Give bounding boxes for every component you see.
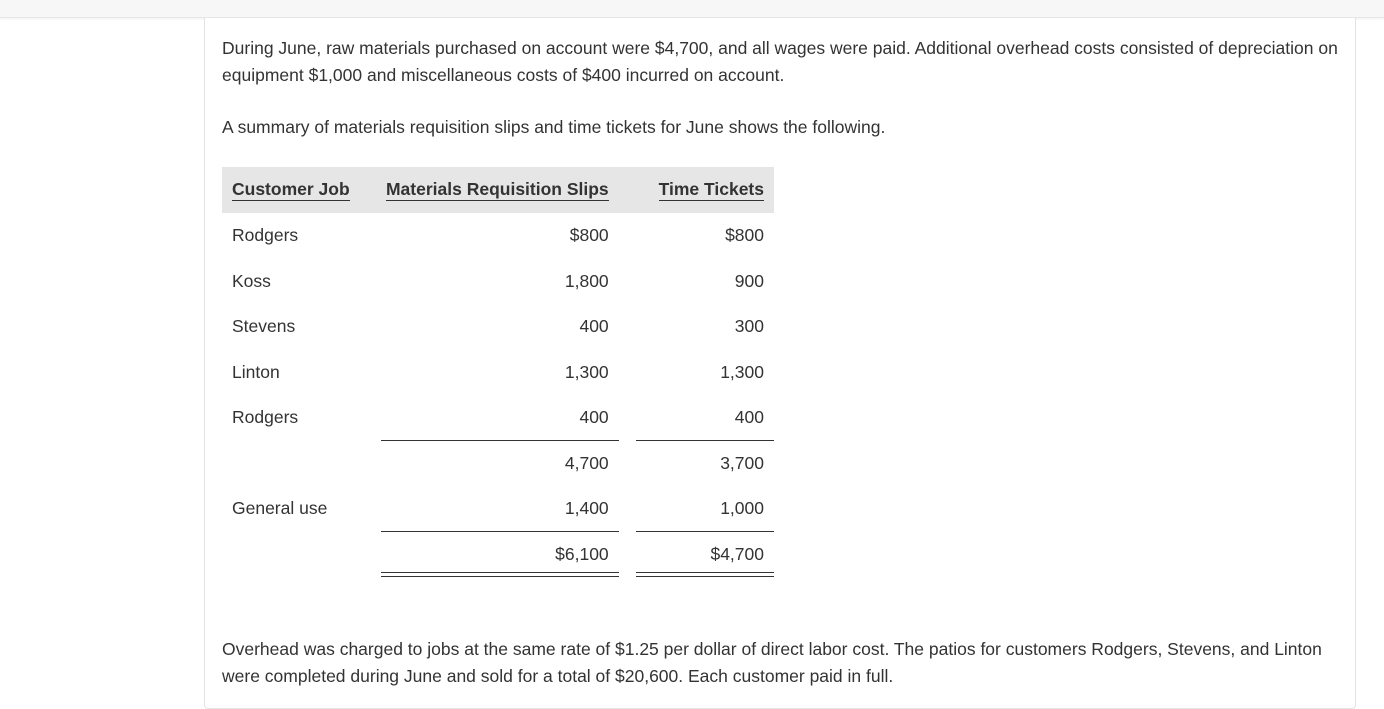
intro-paragraph: During June, raw materials purchased on account were $4,700, and all wages were paid. Additional overhead costs consisted of depreciation on equipment $1,000 and miscellaneous costs of $400 incurred on account. [222,38,1338,85]
header-time-tickets: Time Tickets [636,167,774,213]
summary-intro-paragraph: A summary of materials requisition slips and time tickets for June shows the following. [222,117,886,137]
cell-time: 3,700 [720,452,764,473]
table-row [222,259,774,305]
cell-materials: 1,300 [564,361,609,382]
cell-time: $4,700 [636,532,774,578]
cell-time: $800 [725,225,764,246]
table-row [222,395,774,441]
cell-job: Koss [232,270,271,291]
cell-time: 1,000 [636,486,774,532]
cell-materials: 1,400 [381,486,619,532]
header-customer-job: Customer Job [222,167,381,213]
cell-materials: 4,700 [564,452,609,473]
cell-time: 900 [734,270,764,291]
requisition-time-table [222,167,774,577]
cell-job [222,441,381,487]
table-row [222,350,774,396]
table-row [222,486,774,532]
table-header-row [222,167,774,213]
cell-job: Rodgers [232,225,299,246]
table-row [222,304,774,350]
cell-time: 300 [734,316,764,337]
cell-job [222,532,381,578]
cell-materials: $800 [569,225,609,246]
cell-job: General use [232,498,328,519]
cell-materials: $6,100 [381,532,619,578]
table-row-total [222,532,774,578]
cell-job: Rodgers [232,407,299,428]
cell-materials: 400 [579,316,609,337]
header-materials: Materials Requisition Slips [381,167,619,213]
table-row [222,213,774,259]
cell-materials: 400 [381,395,619,441]
cell-time: 1,300 [720,361,764,382]
summary-table-container [222,167,774,577]
cell-time: 400 [636,395,774,441]
cell-job: Stevens [232,316,296,337]
cell-job: Linton [232,361,280,382]
table-row-subtotal [222,441,774,487]
overhead-paragraph: Overhead was charged to jobs at the same rate of $1.25 per dollar of direct labor cost. The patios for customers Rodgers, Stevens, and Linton were completed during June and sold for a total of $20,600. Each customer paid in full. [222,639,1322,686]
top-bar [0,0,1384,18]
cell-materials: 1,800 [564,270,609,291]
